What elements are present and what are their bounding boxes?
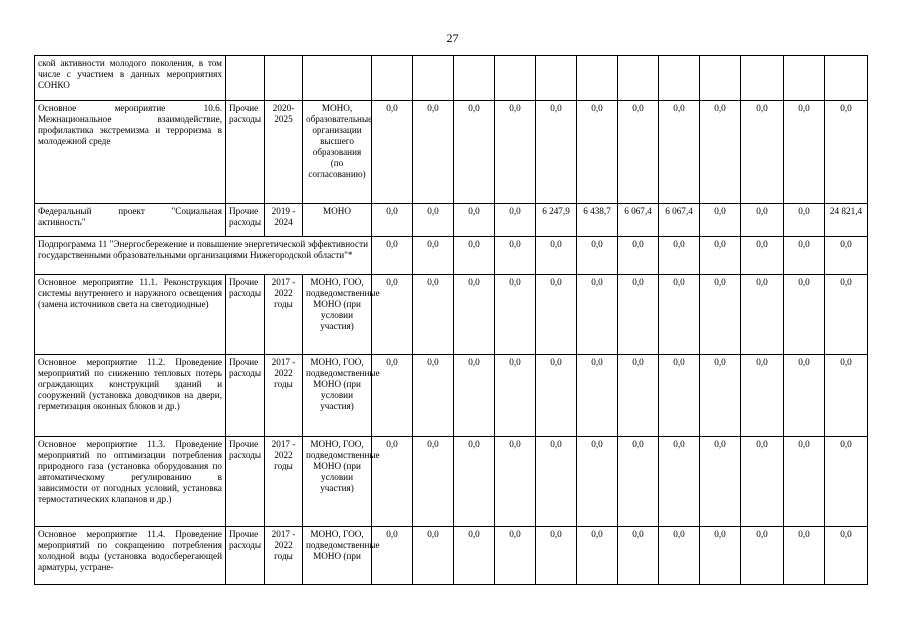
- table-row: [35, 275, 868, 355]
- value-cell: [700, 56, 741, 101]
- row-period: 2020-2025: [265, 101, 303, 204]
- value-cell: 0,0: [495, 527, 536, 585]
- value-cell: 0,0: [372, 437, 413, 527]
- value-cell: [618, 56, 659, 101]
- value-cell: 0,0: [784, 101, 825, 204]
- value-cell: 0,0: [700, 355, 741, 437]
- value-cell: 0,0: [454, 275, 495, 355]
- value-cell: 0,0: [495, 204, 536, 237]
- value-cell: 0,0: [659, 355, 700, 437]
- value-cell: 0,0: [659, 101, 700, 204]
- value-cell: 0,0: [618, 355, 659, 437]
- value-cell: 0,0: [495, 355, 536, 437]
- row-description: Основное мероприятие 11.1. Реконструкция системы внутреннего и наружного освещения (замена источников света на светодиодные): [35, 275, 226, 355]
- value-cell: 0,0: [454, 101, 495, 204]
- value-cell: 0,0: [700, 275, 741, 355]
- value-cell: 0,0: [825, 355, 868, 437]
- value-cell: 0,0: [784, 355, 825, 437]
- row-description: ской активности молодого поколения, в том числе с участием в данных мероприятиях СОНКО: [35, 56, 226, 101]
- value-cell: 0,0: [618, 101, 659, 204]
- row-executor: МОНО: [303, 204, 372, 237]
- value-cell: 0,0: [741, 437, 784, 527]
- program-table: [34, 55, 868, 585]
- value-cell: 0,0: [700, 101, 741, 204]
- value-cell: 0,0: [825, 237, 868, 275]
- value-cell: 0,0: [618, 437, 659, 527]
- value-cell: 0,0: [536, 237, 577, 275]
- value-cell: 0,0: [784, 437, 825, 527]
- value-cell: 0,0: [741, 237, 784, 275]
- value-cell: 0,0: [536, 355, 577, 437]
- value-cell: 0,0: [741, 527, 784, 585]
- value-cell: 0,0: [413, 355, 454, 437]
- value-cell: 0,0: [700, 204, 741, 237]
- row-source: Прочие расходы: [226, 437, 265, 527]
- value-cell: 6 067,4: [618, 204, 659, 237]
- value-cell: 0,0: [741, 101, 784, 204]
- value-cell: 0,0: [413, 237, 454, 275]
- value-cell: 0,0: [413, 275, 454, 355]
- table-row: [35, 437, 868, 527]
- value-cell: 0,0: [372, 204, 413, 237]
- row-source: Прочие расходы: [226, 527, 265, 585]
- value-cell: 0,0: [372, 355, 413, 437]
- value-cell: 0,0: [659, 437, 700, 527]
- table-row: [35, 101, 868, 204]
- value-cell: 0,0: [825, 437, 868, 527]
- table-row: [35, 56, 868, 101]
- row-source: Прочие расходы: [226, 204, 265, 237]
- value-cell: 0,0: [577, 437, 618, 527]
- value-cell: [413, 56, 454, 101]
- row-description: Основное мероприятие 11.2. Проведение мероприятий по снижению тепловых потерь ограждающих конструкций зданий и сооружений (установка доводчиков на двери, герметизация оконных блоков и др.): [35, 355, 226, 437]
- value-cell: 0,0: [659, 237, 700, 275]
- row-description: Основное мероприятие 11.3. Проведение мероприятий по оптимизации потребления природного газа (установка оборудования по автоматическому регулированию в зависимости от погодных условий, установка термостатических клапанов и др.): [35, 437, 226, 527]
- value-cell: 6 438,7: [577, 204, 618, 237]
- value-cell: 0,0: [700, 527, 741, 585]
- row-executor: МОНО, ГОО, подведомственные МОНО (при условии участия): [303, 437, 372, 527]
- value-cell: 0,0: [741, 275, 784, 355]
- row-description: Подпрограмма 11 "Энергосбережение и повышение энергетической эффективности государственными образовательными организациями Нижегородской области"*: [35, 237, 372, 275]
- value-cell: 0,0: [372, 275, 413, 355]
- value-cell: 6 067,4: [659, 204, 700, 237]
- value-cell: 0,0: [413, 437, 454, 527]
- value-cell: 0,0: [536, 437, 577, 527]
- value-cell: 0,0: [741, 355, 784, 437]
- value-cell: [495, 56, 536, 101]
- value-cell: [741, 56, 784, 101]
- row-executor: МОНО, образовательные организации высшего образования (по согласованию): [303, 101, 372, 204]
- value-cell: 0,0: [413, 204, 454, 237]
- value-cell: 0,0: [741, 204, 784, 237]
- row-period: 2019 - 2024: [265, 204, 303, 237]
- row-executor: МОНО, ГОО, подведомственные МОНО (при условии участия): [303, 355, 372, 437]
- value-cell: 0,0: [536, 275, 577, 355]
- value-cell: 0,0: [454, 204, 495, 237]
- row-source: Прочие расходы: [226, 101, 265, 204]
- value-cell: 0,0: [495, 437, 536, 527]
- value-cell: [659, 56, 700, 101]
- value-cell: [577, 56, 618, 101]
- row-source: Прочие расходы: [226, 355, 265, 437]
- value-cell: 0,0: [577, 237, 618, 275]
- value-cell: 0,0: [784, 275, 825, 355]
- row-period: 2017 - 2022 годы: [265, 355, 303, 437]
- row-executor: МОНО, ГОО, подведомственные МОНО (при условии участия): [303, 275, 372, 355]
- value-cell: [536, 56, 577, 101]
- value-cell: 0,0: [618, 237, 659, 275]
- value-cell: 0,0: [784, 527, 825, 585]
- value-cell: 0,0: [577, 101, 618, 204]
- value-cell: 0,0: [495, 275, 536, 355]
- row-period: 2017 - 2022 годы: [265, 437, 303, 527]
- value-cell: 24 821,4: [825, 204, 868, 237]
- table-row: [35, 527, 868, 585]
- value-cell: 0,0: [495, 101, 536, 204]
- table-row: [35, 204, 868, 237]
- value-cell: 0,0: [577, 527, 618, 585]
- value-cell: 0,0: [495, 237, 536, 275]
- row-period: 2017 - 2022 годы: [265, 275, 303, 355]
- row-period: 2017 - 2022 годы: [265, 527, 303, 585]
- table-row: [35, 237, 868, 275]
- value-cell: 0,0: [454, 527, 495, 585]
- row-source: [226, 56, 265, 101]
- value-cell: 0,0: [825, 101, 868, 204]
- value-cell: 0,0: [659, 275, 700, 355]
- row-description: Основное мероприятие 11.4. Проведение мероприятий по сокращению потребления холодной воды (установка водосберегающей арматуры, устране-: [35, 527, 226, 585]
- value-cell: 0,0: [577, 355, 618, 437]
- value-cell: 0,0: [372, 101, 413, 204]
- value-cell: 6 247,9: [536, 204, 577, 237]
- value-cell: 0,0: [659, 527, 700, 585]
- value-cell: 0,0: [454, 237, 495, 275]
- page-number: 27: [446, 31, 459, 45]
- value-cell: 0,0: [784, 204, 825, 237]
- value-cell: 0,0: [784, 237, 825, 275]
- value-cell: 0,0: [700, 237, 741, 275]
- value-cell: 0,0: [536, 101, 577, 204]
- row-executor: [303, 56, 372, 101]
- row-source: Прочие расходы: [226, 275, 265, 355]
- value-cell: [454, 56, 495, 101]
- value-cell: 0,0: [577, 275, 618, 355]
- row-description: Основное мероприятие 10.6. Межнациональное взаимодействие, профилактика экстремизма и терроризма в молодежной среде: [35, 101, 226, 204]
- row-executor: МОНО, ГОО, подведомственные МОНО (при: [303, 527, 372, 585]
- value-cell: [372, 56, 413, 101]
- value-cell: 0,0: [454, 355, 495, 437]
- value-cell: 0,0: [536, 527, 577, 585]
- value-cell: [784, 56, 825, 101]
- value-cell: 0,0: [618, 527, 659, 585]
- value-cell: 0,0: [413, 527, 454, 585]
- value-cell: 0,0: [825, 527, 868, 585]
- value-cell: 0,0: [372, 237, 413, 275]
- table-row: [35, 355, 868, 437]
- value-cell: [825, 56, 868, 101]
- value-cell: 0,0: [454, 437, 495, 527]
- value-cell: 0,0: [372, 527, 413, 585]
- value-cell: 0,0: [413, 101, 454, 204]
- row-description: Федеральный проект "Социальная активность": [35, 204, 226, 237]
- value-cell: 0,0: [825, 275, 868, 355]
- value-cell: 0,0: [618, 275, 659, 355]
- value-cell: 0,0: [700, 437, 741, 527]
- row-period: [265, 56, 303, 101]
